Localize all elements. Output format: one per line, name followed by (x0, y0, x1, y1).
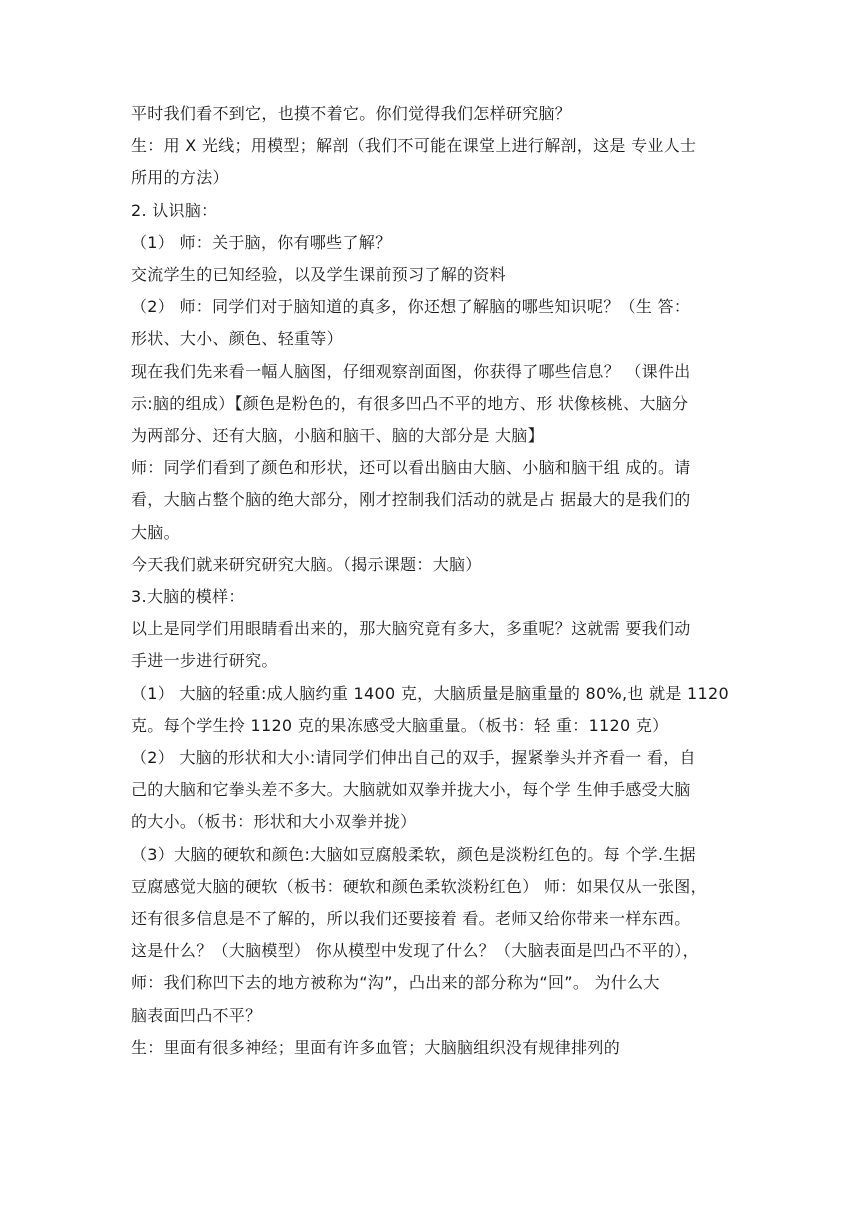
text-line: 师：我们称凹下去的地方被称为“沟”，凸出来的部分称为“回”。 为什么大 (131, 973, 660, 993)
text-line: 豆腐感觉大脑的硬软（板书：硬软和颜色柔软淡粉红色） 师：如果仅从一张图， (131, 876, 707, 896)
text-line: 今天我们就来研究研究大脑。（揭示课题：大脑） (131, 554, 482, 574)
text-line: 克。每个学生拎 1120 克的果冻感受大脑重量。（板书：轻 重：1120 克） (131, 715, 669, 735)
text-line: 平时我们看不到它，也摸不着它。你们觉得我们怎样研究脑？ (131, 104, 572, 123)
text-line: 大脑。 (131, 522, 180, 542)
text-line: 示:脑的组成）【颜色是粉色的，有很多凹凸不平的地方、形 状像核桃、大脑分 (131, 393, 689, 413)
text-line: （2） 大脑的形状和大小:请同学们伸出自己的双手，握紧拳头并齐看一 看，自 (131, 748, 696, 768)
text-line: 还有很多信息是不了解的，所以我们还要接着 看。老师又给你带来一样东西。 (131, 909, 691, 929)
text-line: 所用的方法） (131, 168, 229, 188)
text-line: （1） 大脑的轻重:成人脑约重 1400 克，大脑质量是脑重量的 80%,也 就是 1120 (131, 683, 729, 703)
document-body (131, 98, 731, 1064)
text-line: 的大小。（板书：形状和大小双拳并拢） (131, 812, 417, 832)
text-line: 这是什么？（大脑模型） 你从模型中发现了什么？（大脑表面是凹凸不平的）， (131, 941, 699, 961)
text-line: 脑表面凹凸不平？ (131, 1005, 262, 1025)
text-line: 己的大脑和它拳头差不多大。大脑就如双拳并拢大小，每个学 生伸手感受大脑 (131, 780, 691, 800)
text-line: （3）大脑的硬软和颜色:大脑如豆腐般柔软，颜色是淡粉红色的。每 个学.生据 (131, 844, 696, 864)
text-line: 为两部分、还有大脑，小脑和脑干、脑的大部分是 大脑】 (131, 426, 544, 446)
text-line: 看，大脑占整个脑的绝大部分，刚才控制我们活动的就是占 据最大的是我们的 (131, 490, 691, 510)
section-heading: 2. 认识脑： (131, 200, 218, 220)
text-line: （1） 师：关于脑，你有哪些了解？ (131, 232, 392, 252)
text-line: 以上是同学们用眼睛看出来的，那大脑究竟有多大，多重呢？这就需 要我们动 (131, 619, 691, 639)
text-line: （2） 师：同学们对于脑知道的真多，你还想了解脑的哪些知识呢？（生 答： (131, 297, 691, 317)
text-line: 手进一步进行研究。 (131, 651, 278, 671)
text-line: 生：里面有很多神经；里面有许多血管；大脑脑组织没有规律排列的 (131, 1037, 621, 1057)
text-line: 交流学生的已知经验，以及学生课前预习了解的资料 (131, 265, 506, 285)
text-line: 形状、大小、颜色、轻重等） (131, 329, 343, 349)
text-line: 生：用 X 光线；用模型；解剖（我们不可能在课堂上进行解剖，这是 专业人士 (131, 136, 697, 156)
section-heading: 3.大脑的模样： (131, 587, 245, 607)
text-line: 师：同学们看到了颜色和形状，还可以看出脑由大脑、小脑和脑干组 成的。请 (131, 458, 691, 478)
text-line: 现在我们先来看一幅人脑图，仔细观察剖面图，你获得了哪些信息？ （课件出 (131, 361, 691, 381)
